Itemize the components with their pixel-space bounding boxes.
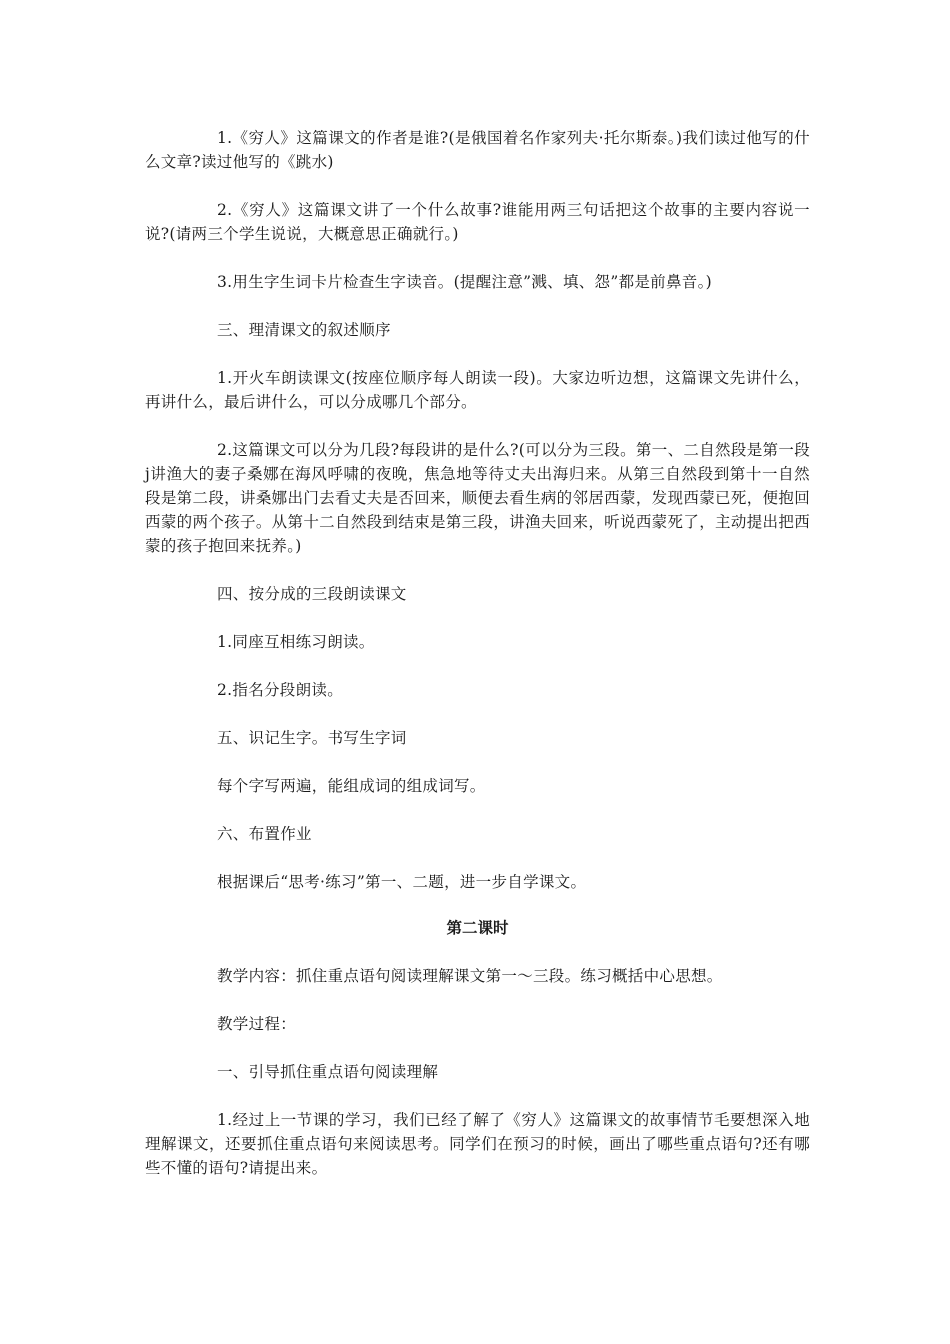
paragraph-homework: 根据课后“思考·练习”第一、二题，进一步自学课文。 xyxy=(217,873,587,891)
heading-section-four: 四、按分成的三段朗读课文 xyxy=(217,585,407,603)
heading-section-three: 三、理清课文的叙述顺序 xyxy=(217,321,391,339)
paragraph-pair-reading: 1.同座互相练习朗读。 xyxy=(217,633,375,651)
paragraph-teaching-process: 教学过程： xyxy=(217,1015,297,1033)
paragraph-named-reading: 2.指名分段朗读。 xyxy=(217,681,343,699)
paragraph-story-question: 2.《穷人》这篇课文讲了一个什么故事?谁能用两三句话把这个故事的主要内容说一说?(请两三个学生说说，大概意思正确就行。) xyxy=(145,201,810,243)
paragraph-key-sentences-intro: 1.经过上一节课的学习，我们已经了解了《穷人》这篇课文的故事情节毛要想深入地理解课文，还要抓住重点语句来阅读思考。同学们在预习的时候，画出了哪些重点语句?还有哪些不懂的语句?请提出来。 xyxy=(145,1111,810,1177)
paragraph-writing-practice: 每个字写两遍，能组成词的组成词写。 xyxy=(217,777,486,795)
heading-section-six: 六、布置作业 xyxy=(217,825,312,843)
section-title-second-lesson: 第二课时 xyxy=(446,919,509,937)
paragraph-three-parts: 2.这篇课文可以分为几段?每段讲的是什么?(可以分为三段。第一、二自然段是第一段j讲渔大的妻子桑娜在海风呼啸的夜晚，焦急地等待丈夫出海归来。从第三自然段到第十一自然段是第二段，讲桑娜出门去看丈夫是否回来，顺便去看生病的邻居西蒙，发现西蒙已死，便抱回西蒙的两个孩子。从第十二自然段到结束是第三段，讲渔夫回来，听说西蒙死了，主动提出把西蒙的孩子抱回来抚养。) xyxy=(145,441,810,555)
paragraph-author-question: 1.《穷人》这篇课文的作者是谁?(是俄国着名作家列夫·托尔斯泰。)我们读过他写的什么文章?读过他写的《跳水) xyxy=(145,129,810,171)
paragraph-pronunciation-check: 3.用生字生词卡片检查生字读音。(提醒注意”溅、填、怨”都是前鼻音。) xyxy=(217,273,712,291)
paragraph-train-reading: 1.开火车朗读课文(按座位顺序每人朗读一段)。大家边听边想，这篇课文先讲什么，再讲什么，最后讲什么，可以分成哪几个部分。 xyxy=(145,369,810,411)
paragraph-teaching-content: 教学内容：抓住重点语句阅读理解课文第一～三段。练习概括中心思想。 xyxy=(217,967,723,985)
heading-section-five: 五、识记生字。书写生字词 xyxy=(217,729,407,747)
heading-key-sentences: 一、引导抓住重点语句阅读理解 xyxy=(217,1063,439,1081)
